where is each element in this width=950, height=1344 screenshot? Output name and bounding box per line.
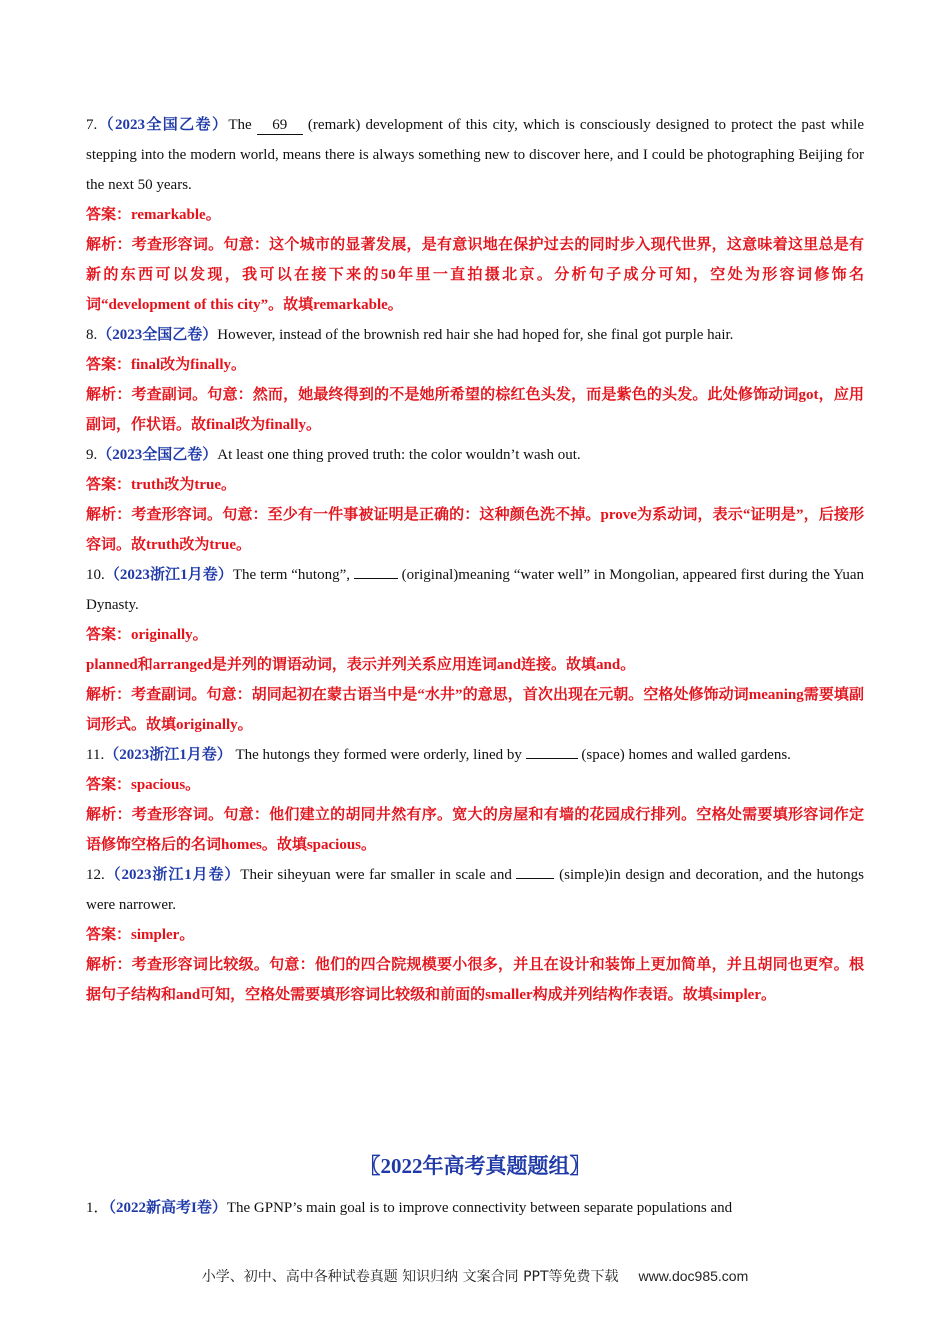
question-list — [86, 110, 864, 1010]
answer-12: 答案：simpler。 — [86, 927, 195, 943]
question-10 — [86, 560, 864, 620]
analysis-11: 解析：考查形容词。句意：他们建立的胡同井然有序。宽大的房屋和有墙的花园成行排列。空格处需要填形容词作定语修饰空格后的名词homes。故填spacious。 — [86, 807, 864, 853]
answer-10: 答案：originally。 — [86, 627, 208, 643]
question-source: （2023全国乙卷） — [97, 117, 229, 133]
question-source: （2023全国乙卷） — [97, 447, 218, 463]
answer-8: 答案：final改为finally。 — [86, 357, 247, 373]
answer-blank — [516, 878, 554, 879]
answer-blank: 69 — [257, 116, 303, 135]
answer-blank — [526, 758, 578, 759]
answer-11: 答案：spacious。 — [86, 777, 201, 793]
footer-text: 小学、初中、高中各种试卷真题 知识归纳 文案合同 PPT等免费下载 — [201, 1269, 619, 1285]
question-text: The term “hutong”, — [232, 567, 354, 583]
question-text: The hutongs they formed were orderly, lined by — [231, 747, 526, 763]
question-text: (original)meaning “water well” in Mongolian, appeared first during the Yuan Dynasty. — [86, 567, 864, 613]
question-text: Their siheyuan were far smaller in scale and — [240, 867, 517, 883]
question-text: At least one thing proved truth: the color wouldn’t wash out. — [217, 447, 581, 463]
question-8 — [86, 320, 864, 350]
question-12 — [86, 860, 864, 920]
analysis-10: 解析：考查副词。句意：胡同起初在蒙古语当中是“水井”的意思，首次出现在元朝。空格处修饰动词meaning需要填副词形式。故填originally。 — [86, 687, 864, 733]
question-text: (remark) development of this city, which is consciously designed to protect the past while stepping into the modern world, means there is always something new to discover here, and I could be photographing Beijing for the next 50 years. — [86, 117, 864, 193]
question-number: 12. — [86, 867, 105, 883]
analysis-7: 解析：考查形容词。句意：这个城市的显著发展，是有意识地在保护过去的同时步入现代世界，这意味着这里总是有新的东西可以发现，我可以在接下来的50年里一直拍摄北京。分析句子成分可知，空处为形容词修饰名词“development of this city”。故填remarkable。 — [86, 237, 864, 313]
analysis-9: 解析：考查形容词。句意：至少有一件事被证明是正确的：这种颜色洗不掉。prove为系动词，表示“证明是”，后接形容词。故truth改为true。 — [86, 507, 864, 553]
question-source: （2023全国乙卷） — [97, 327, 218, 343]
question-number: 11. — [86, 747, 105, 763]
question-number: 9. — [86, 447, 98, 463]
question-1 — [86, 1193, 864, 1223]
question-text: (space) homes and walled gardens. — [577, 747, 791, 763]
question-number: 8. — [86, 327, 98, 343]
question-number: 10. — [86, 567, 105, 583]
question-9 — [86, 440, 864, 470]
question-7 — [86, 110, 864, 200]
question-number: 1． — [86, 1200, 109, 1216]
question-text: (simple)in design and decoration, and the hutongs were narrower. — [86, 867, 864, 913]
question-text: The — [228, 117, 257, 133]
answer-blank — [354, 578, 398, 579]
question-source: （2022新高考I卷） — [108, 1200, 227, 1216]
question-text: However, instead of the brownish red hair she had hoped for, she final got purple hair. — [217, 327, 734, 343]
analysis-12: 解析：考查形容词比较级。句意：他们的四合院规模要小很多，并且在设计和装饰上更加简单，并且胡同也更窄。根据句子结构和and可知，空格处需要填形容词比较级和前面的smaller构成并列结构作表语。故填simpler。 — [86, 957, 864, 1003]
question-source: （2023浙江1月卷） — [104, 867, 241, 883]
footer-site-link[interactable]: www.doc985.com — [638, 1268, 749, 1284]
question-text: The GPNP’s main goal is to improve connectivity between separate populations and — [226, 1200, 733, 1216]
answer-7: 答案：remarkable。 — [86, 207, 221, 223]
answer-9: 答案：truth改为true。 — [86, 477, 236, 493]
question-source: （2023浙江1月卷） — [104, 747, 232, 763]
question-number: 7. — [86, 117, 98, 133]
page-footer — [0, 1266, 950, 1286]
analysis-8: 解析：考查副词。句意：然而，她最终得到的不是她所希望的棕红色头发，而是紫色的头发。此处修饰动词got，应用副词，作状语。故final改为finally。 — [86, 387, 864, 433]
section-heading: 〖2022年高考真题题组〗 — [359, 1154, 591, 1178]
question-source: （2023浙江1月卷） — [104, 567, 233, 583]
extra-note-10: planned和arranged是并列的谓语动词，表示并列关系应用连词and连接。故填and。 — [86, 657, 636, 673]
question-11 — [86, 740, 864, 770]
